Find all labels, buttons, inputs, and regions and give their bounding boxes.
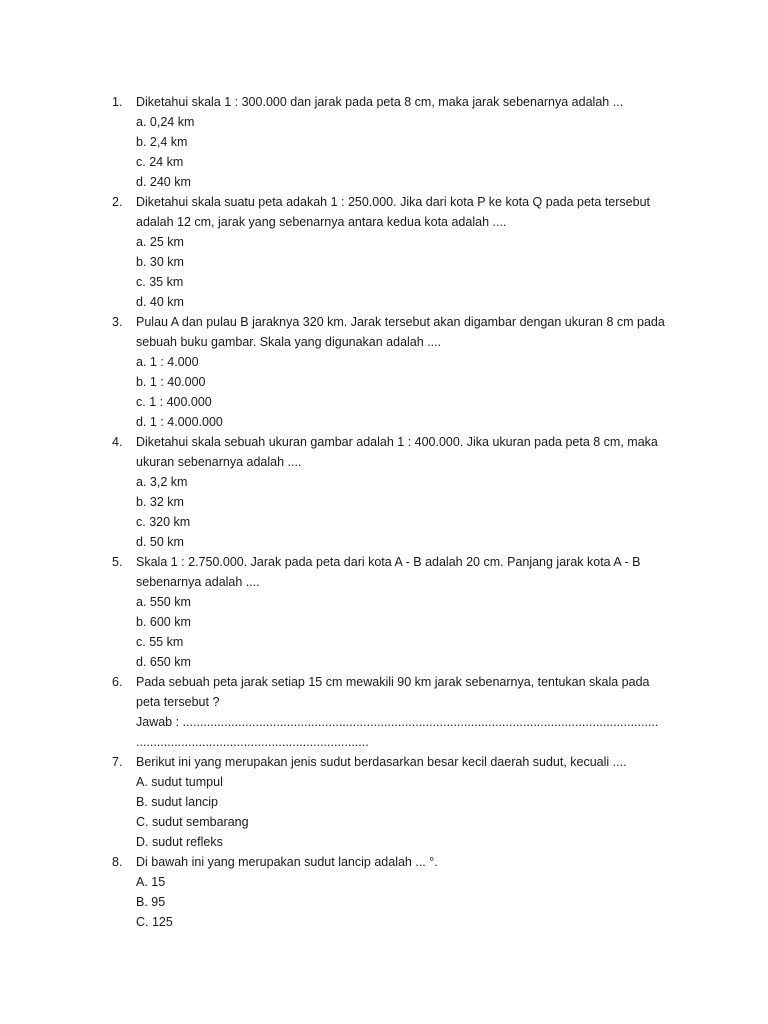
question-item	[112, 312, 692, 432]
question-number: 3.	[112, 315, 123, 329]
answer-option: a. 1 : 4.000	[136, 355, 199, 369]
answer-option: a. 0,24 km	[136, 115, 195, 129]
question-text-line: ...................................................................	[136, 735, 369, 749]
question-number: 1.	[112, 95, 123, 109]
question-number: 5.	[112, 555, 123, 569]
question-text-line: Diketahui skala 1 : 300.000 dan jarak pada peta 8 cm, maka jarak sebenarnya adalah ...	[136, 95, 624, 109]
question-text-line: sebenarnya adalah ....	[136, 575, 260, 589]
answer-option: D. sudut refleks	[136, 835, 223, 849]
answer-option: c. 35 km	[136, 275, 184, 289]
answer-option: c. 320 km	[136, 515, 191, 529]
question-text-line: peta tersebut ?	[136, 695, 220, 709]
question-number: 2.	[112, 195, 123, 209]
question-text-line: Skala 1 : 2.750.000. Jarak pada peta dari kota A - B adalah 20 cm. Panjang jarak kota A - B	[136, 555, 641, 569]
question-item	[112, 192, 692, 312]
question-item	[112, 672, 692, 752]
answer-option: B. sudut lancip	[136, 795, 218, 809]
answer-option: b. 32 km	[136, 495, 184, 509]
question-text-line: adalah 12 cm, jarak yang sebenarnya antara kedua kota adalah ....	[136, 215, 507, 229]
answer-option: B. 95	[136, 895, 166, 909]
question-number: 6.	[112, 675, 123, 689]
question-text-line: Diketahui skala suatu peta adakah 1 : 250.000. Jika dari kota P ke kota Q pada peta tersebut	[136, 195, 650, 209]
question-item	[112, 432, 692, 552]
answer-option: c. 55 km	[136, 635, 184, 649]
answer-option: A. 15	[136, 875, 166, 889]
question-item	[112, 852, 692, 932]
answer-option: C. 125	[136, 915, 173, 929]
answer-option: c. 1 : 400.000	[136, 395, 212, 409]
answer-option: d. 1 : 4.000.000	[136, 415, 223, 429]
question-text-line: sebuah buku gambar. Skala yang digunakan adalah ....	[136, 335, 442, 349]
answer-option: a. 25 km	[136, 235, 184, 249]
answer-option: a. 3,2 km	[136, 475, 188, 489]
question-item	[112, 752, 692, 852]
answer-option: a. 550 km	[136, 595, 191, 609]
answer-option: b. 600 km	[136, 615, 191, 629]
question-text-line: ukuran sebenarnya adalah ....	[136, 455, 302, 469]
question-number: 4.	[112, 435, 123, 449]
question-item	[112, 552, 692, 672]
answer-option: b. 1 : 40.000	[136, 375, 206, 389]
answer-option: b. 2,4 km	[136, 135, 188, 149]
question-text-line: Diketahui skala sebuah ukuran gambar adalah 1 : 400.000. Jika ukuran pada peta 8 cm, maka	[136, 435, 658, 449]
answer-option: b. 30 km	[136, 255, 184, 269]
answer-option: d. 650 km	[136, 655, 191, 669]
question-number: 7.	[112, 755, 123, 769]
question-text-line: Pada sebuah peta jarak setiap 15 cm mewakili 90 km jarak sebenarnya, tentukan skala pada	[136, 675, 650, 689]
answer-option: d. 240 km	[136, 175, 191, 189]
answer-option: A. sudut tumpul	[136, 775, 223, 789]
question-number: 8.	[112, 855, 123, 869]
question-item	[112, 92, 692, 192]
question-text-line: Berikut ini yang merupakan jenis sudut berdasarkan besar kecil daerah sudut, kecuali ....	[136, 755, 627, 769]
answer-option: d. 40 km	[136, 295, 184, 309]
question-text-line: Di bawah ini yang merupakan sudut lancip adalah ... °.	[136, 855, 438, 869]
question-list	[112, 92, 692, 932]
question-text-line: Jawab : .........................................................................................................................................	[136, 715, 659, 729]
answer-option: d. 50 km	[136, 535, 184, 549]
answer-option: c. 24 km	[136, 155, 184, 169]
question-text-line: Pulau A dan pulau B jaraknya 320 km. Jarak tersebut akan digambar dengan ukuran 8 cm pada	[136, 315, 665, 329]
answer-option: C. sudut sembarang	[136, 815, 249, 829]
